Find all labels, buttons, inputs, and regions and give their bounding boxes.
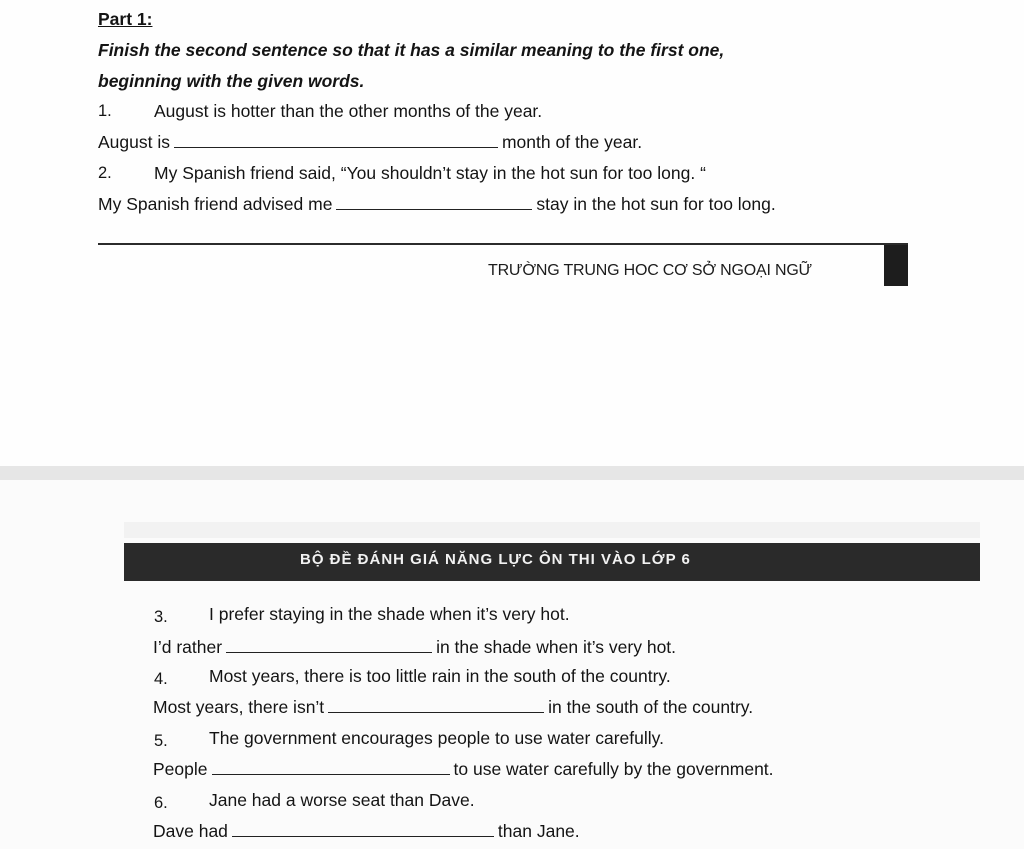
item-rewrite — [98, 194, 776, 214]
answer-blank[interactable] — [226, 638, 432, 653]
rewrite-suffix: in the shade when it’s very hot. — [436, 637, 677, 657]
rewrite-prefix: I’d rather — [153, 637, 223, 657]
answer-blank[interactable] — [174, 133, 498, 148]
item-rewrite — [153, 637, 676, 657]
instruction-line-2: beginning with the given words. — [98, 71, 365, 91]
item-rewrite — [153, 759, 774, 779]
rewrite-suffix: month of the year. — [501, 132, 643, 152]
item-sentence: My Spanish friend said, “You shouldn’t stay in the hot sun for too long. “ — [154, 163, 706, 183]
answer-blank[interactable] — [328, 698, 544, 713]
item-number: 1. — [98, 102, 112, 120]
rewrite-prefix: People — [153, 759, 208, 779]
item-rewrite — [153, 697, 753, 717]
page-tab-marker — [884, 245, 908, 286]
page-separator — [0, 466, 1024, 480]
part-title: Part 1: — [98, 9, 153, 29]
answer-blank[interactable] — [212, 760, 450, 775]
item-number: 6. — [154, 794, 168, 812]
item-sentence: Jane had a worse seat than Dave. — [209, 790, 475, 810]
rewrite-prefix: My Spanish friend advised me — [98, 194, 333, 214]
item-sentence: Most years, there is too little rain in the south of the country. — [209, 666, 671, 686]
rewrite-prefix: Dave had — [153, 821, 228, 841]
banner-title: BỘ ĐỀ ĐÁNH GIÁ NĂNG LỰC ÔN THI VÀO LỚP 6 — [300, 551, 691, 568]
rewrite-suffix: than Jane. — [497, 821, 580, 841]
item-rewrite — [98, 132, 642, 152]
rewrite-suffix: stay in the hot sun for too long. — [536, 194, 776, 214]
answer-blank[interactable] — [232, 822, 494, 837]
instruction-line-1: Finish the second sentence so that it has a similar meaning to the first one, — [98, 40, 725, 60]
item-number: 3. — [154, 608, 168, 626]
item-rewrite — [153, 821, 580, 841]
rewrite-prefix: August is — [98, 132, 170, 152]
item-sentence: The government encourages people to use water carefully. — [209, 728, 664, 748]
rewrite-prefix: Most years, there isn’t — [153, 697, 325, 717]
answer-blank[interactable] — [336, 195, 532, 210]
footer-rule — [98, 243, 908, 245]
item-sentence: I prefer staying in the shade when it’s very hot. — [209, 604, 570, 624]
rewrite-suffix: to use water carefully by the government. — [453, 759, 774, 779]
scan-shadow — [124, 522, 980, 538]
rewrite-suffix: in the south of the country. — [548, 697, 754, 717]
school-name: TRƯỜNG TRUNG HOC CƠ SỞ NGOẠI NGỮ — [488, 262, 813, 279]
item-number: 4. — [154, 670, 168, 688]
item-sentence: August is hotter than the other months of the year. — [154, 101, 543, 121]
item-number: 5. — [154, 732, 168, 750]
item-number: 2. — [98, 164, 112, 182]
